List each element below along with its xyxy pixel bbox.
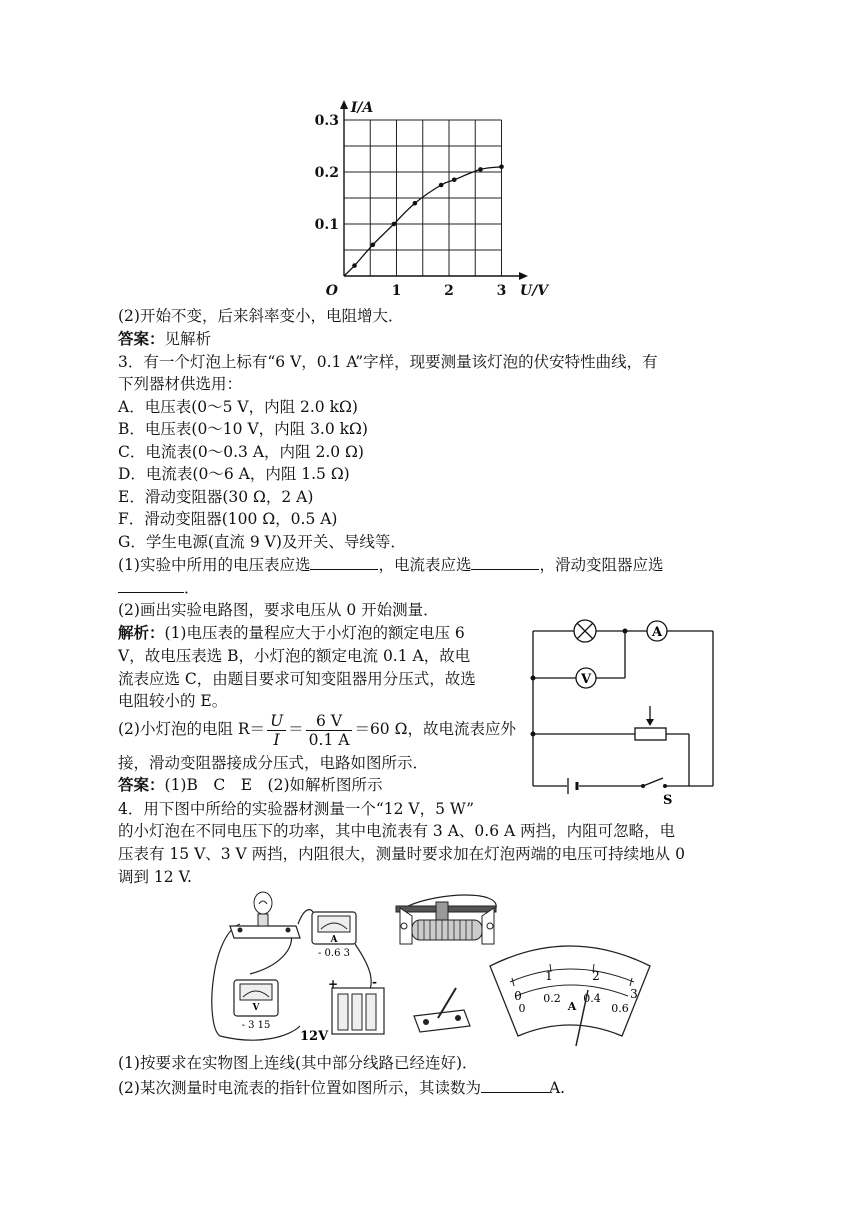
switch-pivot: [641, 784, 645, 788]
circuit-diagram: [525, 618, 725, 808]
q3-part1-cont: [118, 576, 200, 599]
solution-text-5a: (2)小灯泡的电阻 R＝: [118, 720, 266, 738]
junction-dot: [531, 732, 536, 737]
switch-apparatus: [414, 988, 470, 1032]
q4-line-1: 4．用下图中所给的实验器材测量一个“12 V，5 W”: [118, 800, 475, 818]
y-tick-label: 0.3: [314, 113, 339, 129]
origin-label: O: [325, 283, 338, 299]
data-point: [499, 165, 504, 170]
chart-points: [352, 165, 504, 268]
meter-top-tick: 0: [514, 989, 522, 1003]
answer-text: 见解析: [164, 330, 212, 348]
option-d: D．电流表(0～6 A，内阻 1.5 Ω): [118, 465, 350, 483]
lamp-symbol: [574, 620, 596, 642]
q4-part1: (1)按要求在实物图上连线(其中部分线路已经连好)．: [118, 1054, 478, 1072]
fraction-u-over-i: [267, 712, 286, 749]
option-c: C．电流表(0～0.3 A，内阻 2.0 Ω): [118, 443, 364, 461]
switch-label: S: [663, 793, 673, 808]
q4-line-2: 的小灯泡在不同电压下的功率，其中电流表有 3 A、0.6 A 两挡，内阻可忽略，电: [118, 822, 676, 840]
option-g: G．学生电源(直流 9 V)及开关、导线等．: [118, 533, 406, 551]
q3-intro-2: 下列器材供选用：: [118, 375, 243, 393]
x-tick-label: 2: [444, 283, 454, 299]
q3-part1-end: ．: [184, 579, 200, 597]
solution-line-3: 流表应选 C，由题目要求可知变阻器用分压式，故选: [118, 670, 476, 688]
meter-top-tick: 3: [630, 987, 638, 1001]
junction-dot: [531, 676, 536, 681]
solution-text-1: (1)电压表的量程应大于小灯泡的额定电压 6: [164, 624, 465, 642]
apparatus-illustration: [200, 886, 660, 1054]
blank-ammeter[interactable]: [471, 553, 539, 570]
q3-part2: (2)画出实验电路图，要求电压从 0 开始测量．: [118, 601, 439, 619]
answer-label: 答案：: [118, 775, 165, 794]
q2-answer: [118, 328, 211, 350]
meter-bottom-tick: 0.2: [543, 992, 561, 1005]
meter-bottom-tick: 0.6: [611, 1002, 629, 1015]
data-point: [352, 263, 357, 268]
answer-text: (1)B C E (2)如解析图所示: [164, 776, 383, 794]
blank-voltmeter[interactable]: [310, 553, 378, 570]
y-tick-label: 0.1: [314, 217, 339, 233]
meter-unit: A: [567, 1000, 577, 1013]
data-point: [392, 222, 397, 227]
battery-minus: -: [372, 975, 377, 989]
battery-voltage-label: 12V: [300, 1029, 329, 1044]
frac-numerator: 6 V: [306, 712, 353, 731]
battery-plus: +: [328, 977, 339, 991]
q4-part2: [118, 1076, 565, 1099]
q3-intro-1: 3．有一个灯泡上标有“6 V，0.1 A”字样，现要测量该灯泡的伏安特性曲线，有: [118, 353, 658, 371]
meter-top-tick: 2: [592, 969, 600, 983]
data-point: [439, 183, 444, 188]
solution-line-6: 接，滑动变阻器接成分压式，电路如图所示．: [118, 754, 429, 772]
fraction-values: [306, 712, 353, 749]
meter-bottom-tick: 0.4: [583, 992, 601, 1005]
switch-contact: [663, 784, 667, 788]
q4-part2-b: A.: [548, 1079, 566, 1097]
y-axis-label: I/A: [350, 100, 374, 116]
q3-part1-a: (1)实验中所用的电压表应选: [118, 556, 311, 574]
blank-current-reading[interactable]: [481, 1076, 549, 1093]
ammeter-apparatus: [312, 912, 356, 959]
q3-part1-b: ，电流表应选: [378, 556, 472, 574]
frac-denominator: I: [273, 730, 280, 749]
ammeter-symbol: [647, 621, 667, 641]
ammeter-label: A: [651, 625, 663, 640]
junction-dot: [623, 629, 628, 634]
ammeter-terminal-label: - 0.6 3: [317, 948, 351, 959]
meter-bottom-tick: 0: [518, 1002, 526, 1015]
option-b: B．电压表(0～10 V，内阻 3.0 kΩ): [118, 420, 368, 438]
solution-line-5: [118, 710, 516, 749]
ammeter-apparatus-letter: A: [330, 935, 338, 945]
solution-label: 解析：: [118, 623, 165, 642]
q2-part2-text: (2)开始不变，后来斜率变小，电阻增大．: [118, 307, 404, 325]
chart-labels: [315, 100, 551, 299]
q4-part2-a: (2)某次测量时电流表的指针位置如图所示，其读数为: [118, 1079, 481, 1097]
data-point: [452, 178, 457, 183]
solution-line-1: [118, 622, 465, 644]
voltmeter-apparatus-letter: V: [252, 1003, 260, 1013]
rheostat-apparatus: [396, 902, 496, 944]
rheostat-symbol: [635, 728, 666, 740]
solution-line-4: 电阻较小的 E。: [118, 692, 228, 710]
q4-line-3: 压表有 15 V、3 V 两挡，内阻很大，测量时要求加在灯泡两端的电压可持续地从 0: [118, 845, 685, 863]
voltmeter-terminal-label: - 3 15: [241, 1020, 271, 1031]
solution-line-2: V，故电压表选 B，小灯泡的额定电流 0.1 A，故电: [118, 647, 471, 665]
meter-top-tick: 1: [545, 969, 553, 983]
slider-arrow: [646, 719, 654, 726]
y-axis-arrow: [340, 100, 348, 109]
answer-label: 答案：: [118, 329, 165, 348]
chart-grid: [344, 120, 502, 276]
iu-chart: [300, 95, 549, 305]
meter-dial: [490, 946, 650, 1046]
x-tick-label: 3: [496, 283, 507, 299]
q3-part1: [118, 553, 664, 576]
y-tick-label: 0.2: [314, 165, 339, 181]
q3-part1-c: ，滑动变阻器应选: [539, 556, 664, 574]
solution-text-5b: ＝: [288, 720, 304, 738]
data-point: [371, 243, 376, 248]
option-a: A．电压表(0～5 V，内阻 2.0 kΩ): [118, 398, 358, 416]
option-f: F．滑动变阻器(100 Ω，0.5 A): [118, 510, 338, 528]
x-axis-arrow: [519, 272, 528, 280]
data-point: [413, 201, 418, 206]
data-point: [478, 167, 483, 172]
x-tick-label: 1: [391, 283, 402, 299]
frac-numerator: U: [267, 712, 286, 731]
x-axis-label: U/V: [519, 283, 549, 299]
lamp-on-base: [230, 892, 300, 938]
frac-denominator: 0.1 A: [308, 730, 350, 749]
blank-rheostat[interactable]: [118, 576, 184, 593]
q4-line-4: 调到 12 V.: [118, 868, 192, 886]
q3-answer: [118, 774, 383, 796]
option-e: E．滑动变阻器(30 Ω，2 A): [118, 488, 314, 506]
solution-text-5c: ＝60 Ω，故电流表应外: [354, 720, 516, 738]
voltmeter-apparatus: [234, 980, 278, 1031]
voltmeter-label: V: [580, 672, 592, 687]
switch-blade: [643, 778, 663, 786]
battery-apparatus: [300, 975, 384, 1044]
voltmeter-symbol: [576, 668, 596, 688]
